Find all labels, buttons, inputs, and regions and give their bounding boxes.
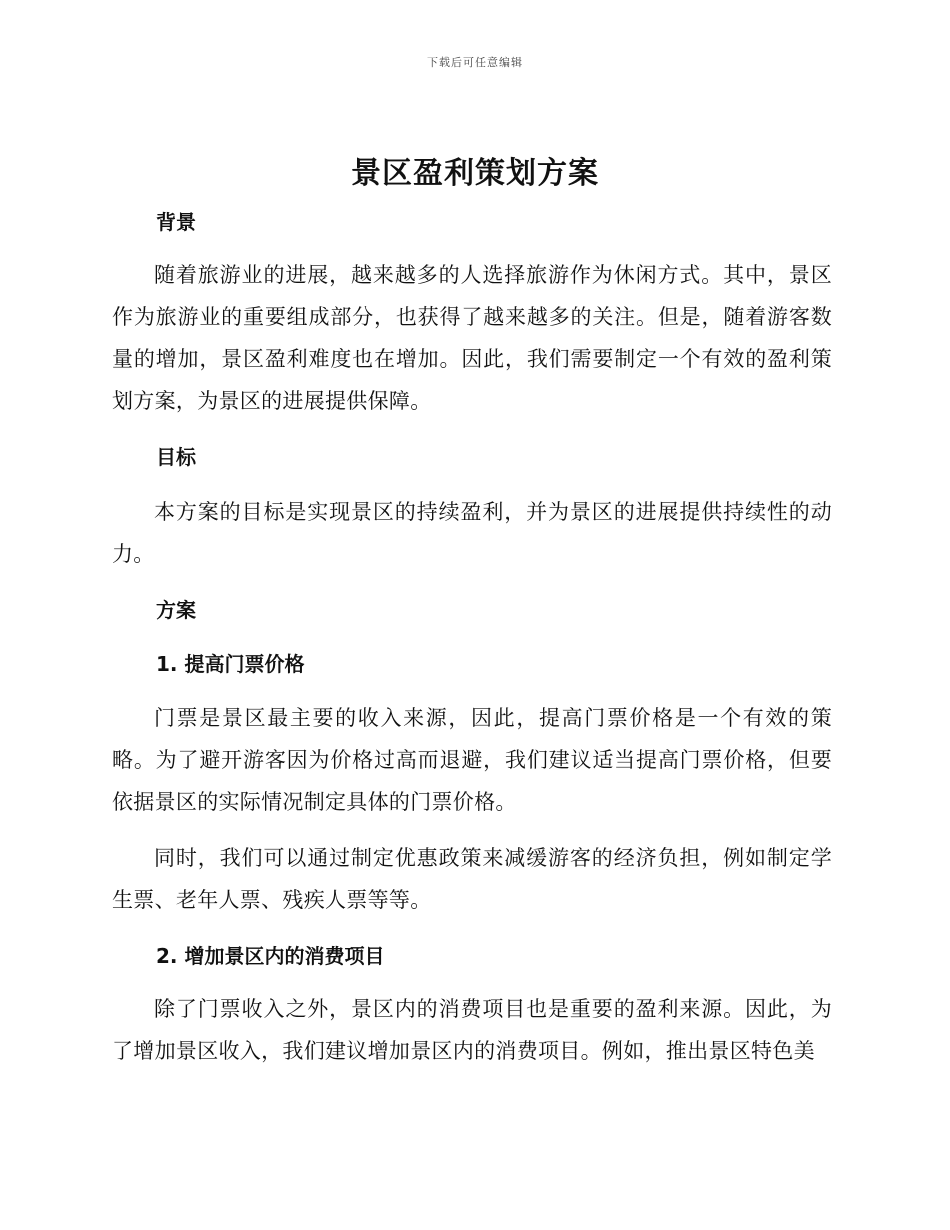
paragraph-goal: 本方案的目标是实现景区的持续盈利，并为景区的进展提供持续性的动力。 bbox=[112, 500, 832, 566]
heading-plan-item-2: 2. 增加景区内的消费项目 bbox=[156, 944, 385, 968]
document-title: 景区盈利策划方案 bbox=[351, 156, 599, 191]
heading-background: 背景 bbox=[156, 210, 196, 234]
heading-goal: 目标 bbox=[156, 445, 196, 469]
paragraph-plan-item-1-a: 门票是景区最主要的收入来源，因此，提高门票价格是一个有效的策略。为了避开游客因为价格过高而退避，我们建议适当提高门票价格，但要依据景区的实际情况制定具体的门票价格。 bbox=[112, 706, 832, 814]
heading-plan-item-1: 1. 提高门票价格 bbox=[156, 652, 305, 676]
paragraph-plan-item-1-b: 同时，我们可以通过制定优惠政策来减缓游客的经济负担，例如制定学生票、老年人票、残疾人票等等。 bbox=[112, 846, 832, 912]
paragraph-background: 随着旅游业的进展，越来越多的人选择旅游作为休闲方式。其中，景区作为旅游业的重要组成部分，也获得了越来越多的关注。但是，随着游客数量的增加，景区盈利难度也在增加。因此，我们需要制定一个有效的盈利策划方案，为景区的进展提供保障。 bbox=[112, 263, 832, 413]
page-header-note: 下载后可任意编辑 bbox=[427, 56, 523, 69]
heading-plan: 方案 bbox=[156, 598, 196, 622]
paragraph-plan-item-2-a: 除了门票收入之外，景区内的消费项目也是重要的盈利来源。因此，为了增加景区收入，我们建议增加景区内的消费项目。例如，推出景区特色美 bbox=[112, 997, 832, 1063]
